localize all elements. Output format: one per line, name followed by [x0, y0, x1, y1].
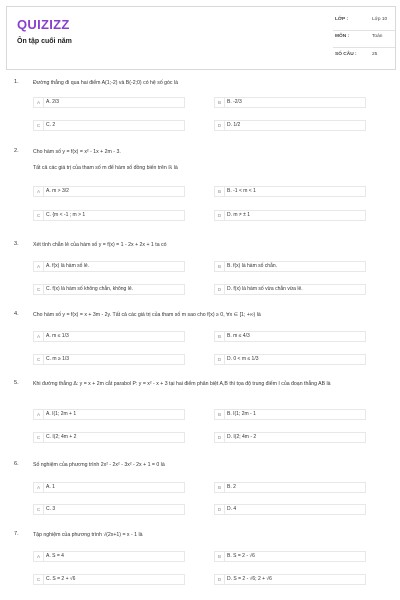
option-a[interactable] — [33, 261, 185, 272]
option-letter: D — [215, 505, 225, 514]
question-text: Cho hàm số y = f(x) = x + 3m - 2y. Tất cả các giá trị của tham số m sao cho f(x) ≥ 0, ∀x ∈ [1; +∞) là — [33, 312, 261, 318]
option-letter: B — [215, 98, 225, 107]
question-text: Đường thẳng đi qua hai điểm A(1;-2) và B(-2;0) có hệ số góc là — [33, 80, 178, 86]
option-c[interactable] — [33, 504, 185, 515]
option-letter: B — [215, 332, 225, 341]
option-letter: D — [215, 121, 225, 130]
option-c[interactable] — [33, 210, 185, 221]
option-d[interactable] — [214, 354, 366, 365]
divider — [333, 30, 395, 31]
option-letter: D — [215, 355, 225, 364]
option-letter: B — [215, 483, 225, 492]
option-letter: A — [34, 98, 44, 107]
option-letter: D — [215, 433, 225, 442]
question-number: 6. — [14, 461, 19, 467]
subject-label: MÔN : — [335, 34, 350, 39]
worksheet-header — [6, 6, 396, 70]
option-text: A. 1 — [46, 484, 55, 490]
option-letter: A — [34, 187, 44, 196]
question-number: 4. — [14, 311, 19, 317]
option-text: D. 4 — [227, 506, 237, 512]
option-letter: A — [34, 552, 44, 561]
option-letter: B — [215, 262, 225, 271]
option-letter: C — [34, 355, 44, 364]
subject-value: Toán — [372, 34, 383, 39]
option-d[interactable] — [214, 504, 366, 515]
option-d[interactable] — [214, 432, 366, 443]
option-text: A. I(1; 2m + 1 — [46, 411, 77, 417]
option-letter: B — [215, 187, 225, 196]
option-text: D. f(x) là hàm số vừa chẵn vừa lẻ. — [227, 286, 303, 292]
option-d[interactable] — [214, 284, 366, 295]
option-b[interactable] — [214, 261, 366, 272]
option-c[interactable] — [33, 354, 185, 365]
option-text: A. m ≤ 1/3 — [46, 333, 69, 339]
option-text: C. I(2; 4m + 2 — [46, 434, 77, 440]
option-letter: A — [34, 410, 44, 419]
option-text: B. 2 — [227, 484, 236, 490]
option-d[interactable] — [214, 574, 366, 585]
option-letter: C — [34, 505, 44, 514]
option-text: C. 3 — [46, 506, 56, 512]
option-b[interactable] — [214, 551, 366, 562]
option-a[interactable] — [33, 482, 185, 493]
option-text: C. 2 — [46, 122, 56, 128]
question-number: 3. — [14, 241, 19, 247]
question-number: 7. — [14, 531, 19, 537]
option-letter: C — [34, 285, 44, 294]
page-title: Ôn tập cuối năm — [17, 38, 72, 45]
option-letter: B — [215, 410, 225, 419]
option-text: B. S = 2 - √6 — [227, 553, 255, 559]
option-letter: D — [215, 285, 225, 294]
option-a[interactable] — [33, 97, 185, 108]
option-b[interactable] — [214, 409, 366, 420]
option-letter: C — [34, 121, 44, 130]
class-value: Lớp 10 — [372, 17, 388, 22]
option-b[interactable] — [214, 186, 366, 197]
option-b[interactable] — [214, 97, 366, 108]
option-a[interactable] — [33, 551, 185, 562]
question-text: Số nghiệm của phương trình 2x² - 2x² - 3x² - 2x + 1 = 0 là — [33, 462, 165, 468]
option-text: C. S = 2 + √6 — [46, 576, 76, 582]
option-text: B. -1 < m < 1 — [227, 188, 256, 194]
option-letter: C — [34, 211, 44, 220]
option-text: A. 2/3 — [46, 99, 60, 105]
option-letter: B — [215, 552, 225, 561]
question-text: Tập nghiệm của phương trình √(2x+1) = x - 1 là — [33, 532, 143, 538]
option-a[interactable] — [33, 409, 185, 420]
option-text: D. m ≠ ± 1 — [227, 212, 250, 218]
option-letter: A — [34, 483, 44, 492]
option-text: B. -2/3 — [227, 99, 242, 105]
question-text: Cho hàm số y = f(x) = x² - 1x + 2m - 3. — [33, 149, 121, 155]
option-c[interactable] — [33, 284, 185, 295]
option-text: B. I(1; 2m - 1 — [227, 411, 256, 417]
option-letter: A — [34, 262, 44, 271]
question-text: Xét tính chẵn lẻ của hàm số y = f(x) = 1 - 2x + 2x + 1 ta có — [33, 242, 167, 248]
question-count-label: SỐ CÂU : — [335, 52, 357, 57]
option-a[interactable] — [33, 331, 185, 342]
option-d[interactable] — [214, 210, 366, 221]
question-number: 2. — [14, 148, 19, 154]
option-text: D. 0 < m ≤ 1/3 — [227, 356, 259, 362]
option-c[interactable] — [33, 120, 185, 131]
option-text: C. {m < -1 ; m > 1 — [46, 212, 86, 218]
option-b[interactable] — [214, 482, 366, 493]
question-count-value: 25 — [372, 52, 378, 57]
class-label: LỚP : — [335, 17, 349, 22]
option-text: C. f(x) là hàm số không chẵn, không lẻ. — [46, 286, 133, 292]
question-subtext: Tất cả các giá trị của tham số m để hàm số đồng biến trên ℝ là — [33, 165, 178, 171]
question-number: 1. — [14, 79, 19, 85]
option-text: B. f(x) là hàm số chẵn. — [227, 263, 278, 269]
option-c[interactable] — [33, 432, 185, 443]
option-letter: C — [34, 575, 44, 584]
option-d[interactable] — [214, 120, 366, 131]
divider — [333, 47, 395, 48]
option-a[interactable] — [33, 186, 185, 197]
option-text: A. S = 4 — [46, 553, 64, 559]
option-text: D. 1/2 — [227, 122, 241, 128]
option-text: D. I(2; 4m - 2 — [227, 434, 257, 440]
option-letter: A — [34, 332, 44, 341]
quizizz-logo: QUIZIZZ — [17, 17, 70, 32]
option-text: A. m > 3/2 — [46, 188, 69, 194]
option-c[interactable] — [33, 574, 185, 585]
question-text: Khi đường thẳng Δ: y = x + 2m cắt parabol P: y = x² - x + 3 tại hai điểm phân biệt A,B thì tọa độ trung điểm I của đoạn thẳng AB là — [33, 381, 331, 387]
option-text: B. m ≤ 4/3 — [227, 333, 250, 339]
option-text: A. f(x) là hàm số lẻ. — [46, 263, 90, 269]
option-b[interactable] — [214, 331, 366, 342]
option-text: C. m ≥ 1/3 — [46, 356, 70, 362]
option-text: D. S = 2 - √6; 2 + √6 — [227, 576, 272, 582]
option-letter: D — [215, 575, 225, 584]
option-letter: D — [215, 211, 225, 220]
option-letter: C — [34, 433, 44, 442]
question-number: 5. — [14, 380, 19, 386]
